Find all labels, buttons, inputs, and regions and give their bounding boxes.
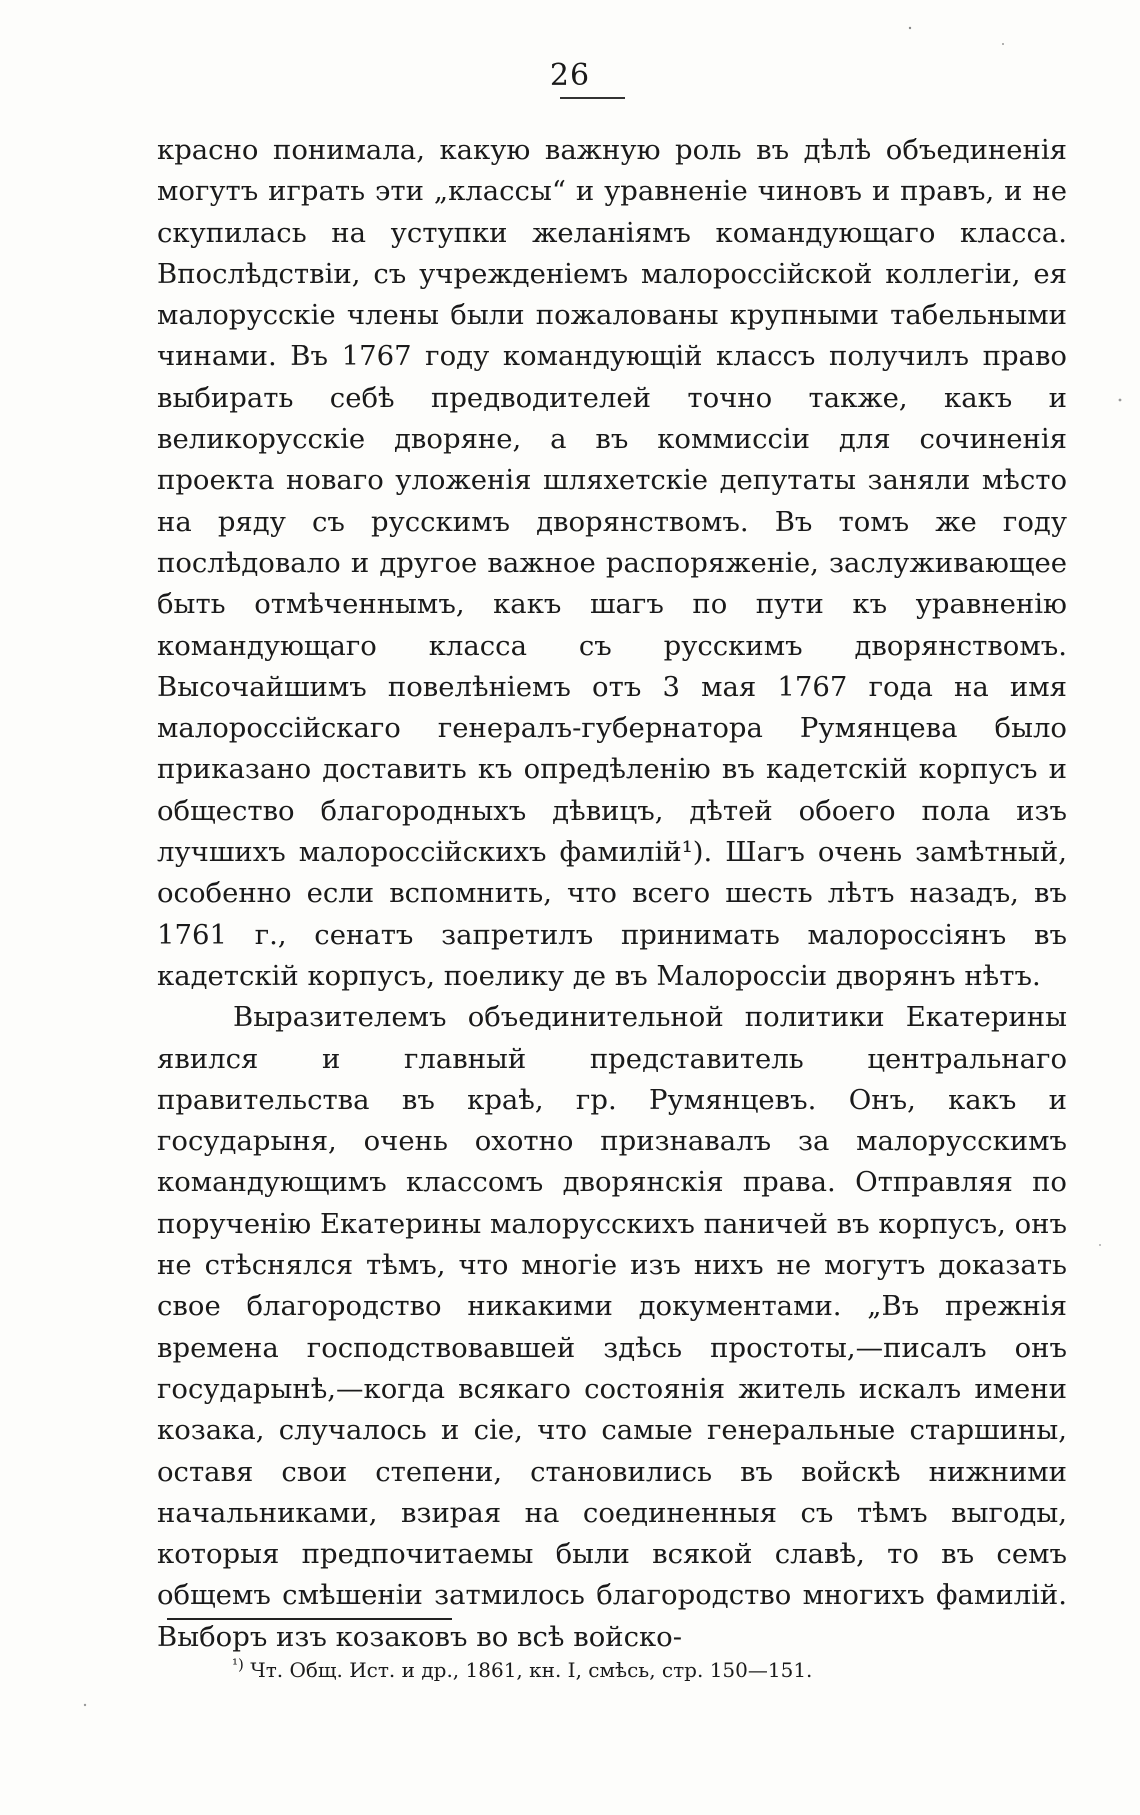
footnote-marker: ¹)	[232, 1655, 244, 1674]
speck	[84, 1704, 86, 1706]
main-text	[157, 130, 1067, 1658]
speck	[1119, 399, 1122, 402]
footnote	[232, 1657, 1052, 1683]
speck	[909, 27, 911, 29]
paragraph-continued: красно понимала, какую важную роль въ дѣлѣ объединенія могутъ играть эти „классы“ и уравненіе чиновъ и правъ, и не скупилась на уступки желаніямъ командующаго класса. Впослѣдствіи, съ учрежденіемъ малороссійской коллегіи, ея малорусскіе члены были пожалованы крупными табельными чинами. Въ 1767 году командующій классъ получилъ право выбирать себѣ предводителей точно также, какъ и великорусскіе дворяне, а въ коммиссіи для сочиненія проекта новаго уложенія шляхетскіе депутаты заняли мѣсто на ряду съ русскимъ дворянствомъ. Въ томъ же году послѣдовало и другое важное распоряженіе, заслуживающее быть отмѣченнымъ, какъ шагъ по пути къ уравненію командующаго класса съ русскимъ дворянствомъ. Высочайшимъ повелѣніемъ отъ 3 мая 1767 года на имя малороссійскаго генералъ-губернатора Румянцева было приказано доставить къ опредѣленію въ кадетскій корпусъ и общество благородныхъ дѣвицъ, дѣтей обоего пола изъ лучшихъ малороссійскихъ фамилій¹). Шагъ очень замѣтный, особенно если вспомнить, что всего шесть лѣтъ назадъ, въ 1761 г., сенатъ запретилъ принимать малороссіянъ въ кадетскій корпусъ, поелику де въ Малороссіи дворянъ нѣтъ.	[157, 134, 1067, 992]
page-number-underline	[560, 97, 625, 99]
page-number: 26	[549, 58, 591, 93]
speck	[1002, 43, 1004, 45]
speck	[1099, 1244, 1101, 1246]
footnote-divider	[167, 1618, 452, 1620]
paragraph: Выразителемъ объединительной политики Екатерины явился и главный представитель центральнаго правительства въ краѣ, гр. Румянцевъ. Онъ, какъ и государыня, очень охотно признавалъ за малорусскимъ командующимъ классомъ дворянскія права. Отправляя по порученію Екатерины малорусскихъ паничей въ корпусъ, онъ не стѣснялся тѣмъ, что многіе изъ нихъ не могутъ доказать свое благородство никакими документами. „Въ прежнія времена господствовавшей здѣсь простоты,—писалъ онъ государынѣ,—когда всякаго состоянія житель искалъ имени козака, случалось и сіе, что самые генеральные старшины, оставя свои степени, становились въ войскѣ нижними начальниками, взирая на соединенныя съ тѣмъ выгоды, которыя предпочитаемы были всякой славѣ, то въ семъ общемъ смѣшеніи затмилось благородство многихъ фамилій. Выборъ изъ козаковъ во всѣ войско-	[157, 1001, 1067, 1653]
footnote-text: Чт. Общ. Ист. и др., 1861, кн. I, смѣсь, стр. 150—151.	[250, 1658, 813, 1682]
